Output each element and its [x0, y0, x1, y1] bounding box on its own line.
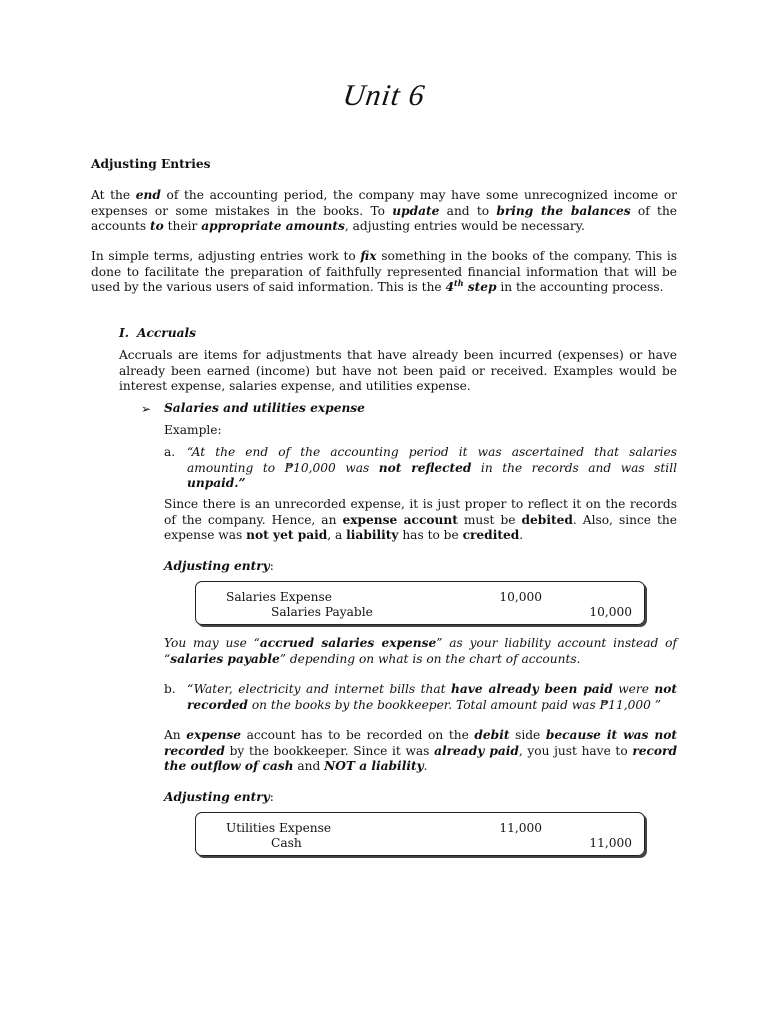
debit-amount: 11,000: [499, 821, 542, 835]
debit-amount: 10,000: [499, 590, 542, 604]
credit-amount: 11,000: [589, 836, 632, 850]
debit-account: Utilities Expense: [226, 821, 332, 835]
credit-account: Cash: [271, 836, 302, 850]
example-label: Example:: [164, 423, 222, 437]
arrow-bullet-icon: ➢: [141, 402, 152, 416]
debit-account: Salaries Expense: [226, 590, 332, 604]
section-title-accruals: Accruals: [137, 326, 196, 340]
example-a-label: a.: [164, 445, 176, 459]
section-number: I.: [119, 326, 129, 340]
example-a-text: “At the end of the accounting period it was ascertained that salaries amounting to ₱10,000 was not reflected in the records and was still unpaid.”: [187, 445, 677, 491]
journal-entry-salaries: [195, 581, 645, 625]
bullet-title: Salaries and utilities expense: [164, 401, 365, 415]
adjusting-entry-label-2: Adjusting entry:: [164, 790, 274, 804]
paragraph-utilities-expense: An expense account has to be recorded on the debit side because it was not recorded by the bookkeeper. Since it was already paid, you just have to record the outflow of cash and NOT a liability.: [164, 728, 677, 774]
adjusting-entry-label-1: Adjusting entry:: [164, 559, 274, 573]
section-heading: Adjusting Entries: [91, 157, 211, 171]
example-b-label: b.: [164, 682, 176, 696]
example-b-text: “Water, electricity and internet bills that have already been paid were not recorded on the books by the bookkeeper. Total amount paid was ₱11,000 ”: [187, 682, 678, 712]
credit-account: Salaries Payable: [271, 605, 373, 619]
paragraph-simple-terms: In simple terms, adjusting entries work to fix something in the books of the company. This is done to facilitate the preparation of faithfully represented financial information that will be used by the various users of said information. This is the 4th step in the accounting process.: [91, 249, 677, 295]
page-title: Unit 6: [340, 79, 428, 112]
paragraph-intro: At the end of the accounting period, the company may have some unrecognized income or expenses or some mistakes in the books. To update and to bring the balances of the accounts to their appropriate amounts, adjusting entries would be necessary.: [91, 188, 678, 234]
paragraph-unrecorded-expense: Since there is an unrecorded expense, it is just proper to reflect it on the records of the company. Hence, an expense account must be debited. Also, since the expense was not yet paid, a liability has to be credited.: [164, 497, 677, 543]
journal-entry-utilities: [195, 812, 645, 856]
paragraph-accruals: Accruals are items for adjustments that have already been incurred (expenses) or have already been earned (income) but have not been paid or received. Examples would be interest expense, salaries expense, and utilities expense.: [119, 348, 677, 394]
note-accrued-salaries: You may use “accrued salaries expense” as your liability account instead of “salaries payable” depending on what is on the chart of accounts.: [164, 636, 677, 666]
credit-amount: 10,000: [589, 605, 632, 619]
